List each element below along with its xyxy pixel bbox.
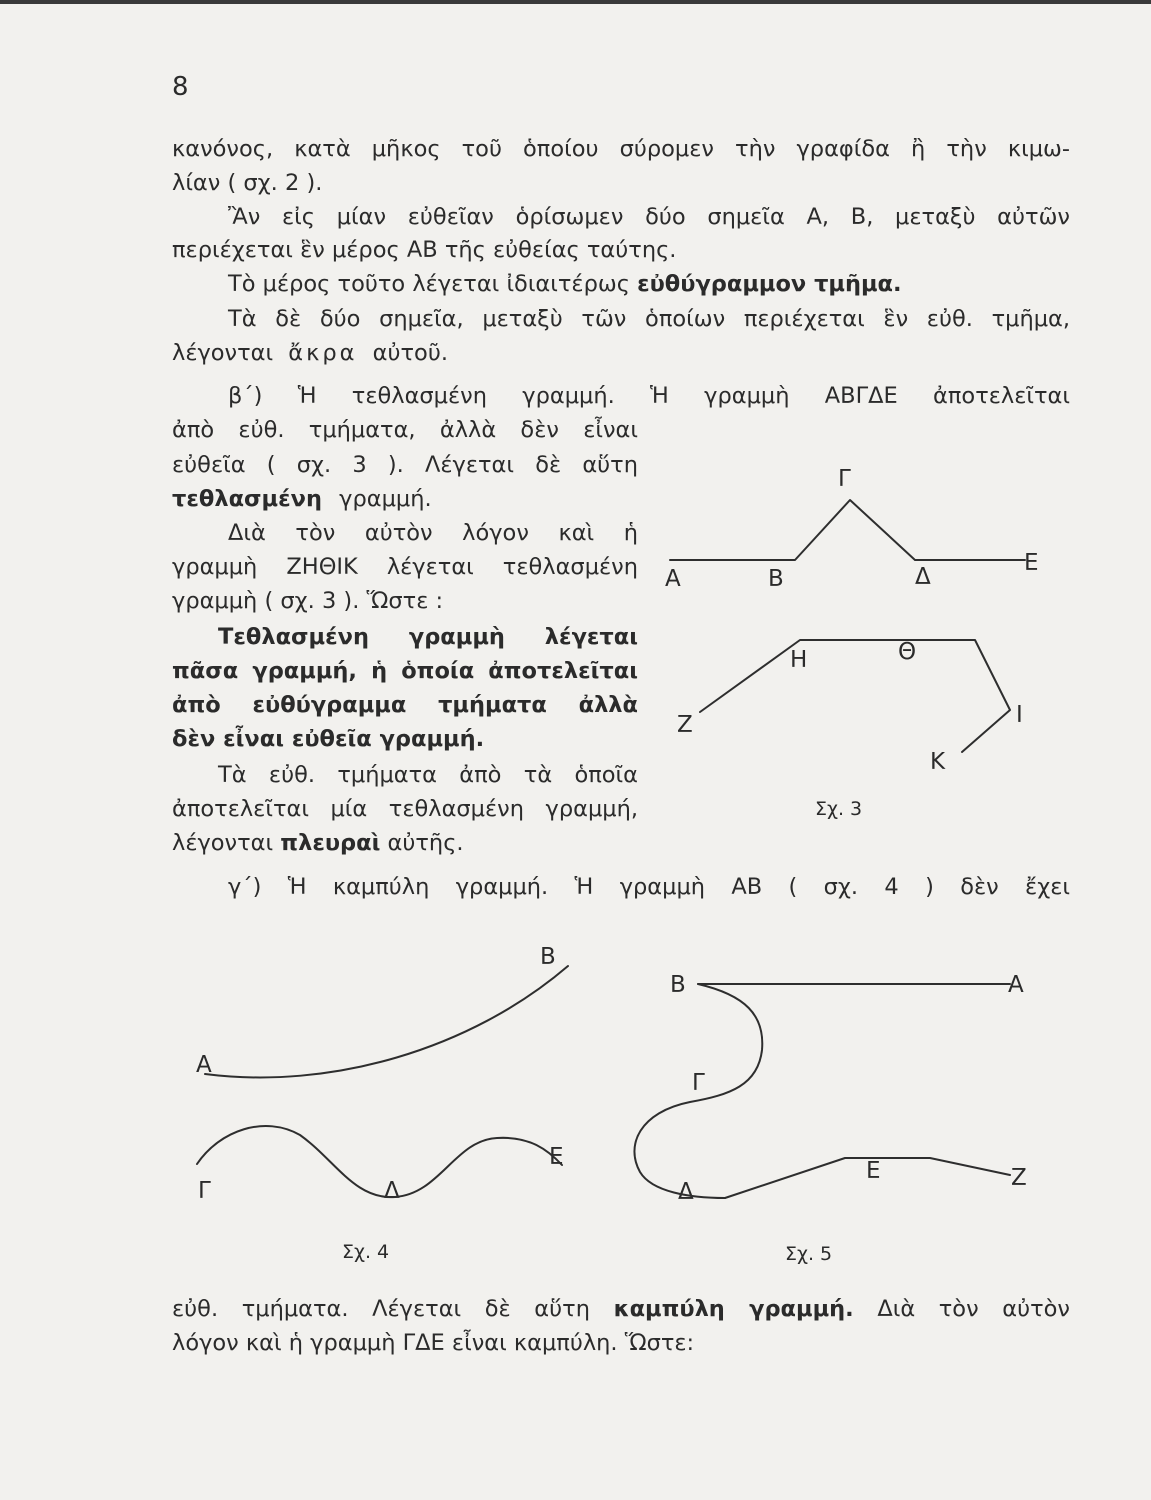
fig4-curve-ab (205, 966, 568, 1077)
fig3-label-beta: Β (768, 566, 784, 592)
fig3-label-epsilon: Ε (1024, 550, 1039, 576)
text-segment: Τὸ μέρος τοῦτο λέγεται ἰδιαιτέρως (228, 271, 630, 297)
fig3-label-alpha: Α (665, 566, 681, 592)
fig4-caption: Σχ. 4 (342, 1241, 390, 1263)
fig4-curve-gde (197, 1126, 562, 1197)
text-line: Τὰ εὐθ. τμήματα ἀπὸ τὰ ὁποῖα (218, 762, 638, 788)
term-broken-line: τεθλασμένη (172, 486, 322, 512)
fig5-label-zeta: Ζ (1011, 1165, 1027, 1191)
fig5-label-alpha: Α (1008, 972, 1024, 998)
text-line: γραμμὴ ( σχ. 3 ). Ὥστε : (172, 588, 444, 614)
text-segment: αὐτοῦ. (372, 340, 448, 366)
text-line: Διὰ τὸν αὐτὸν λόγον καὶ ἡ (228, 520, 638, 546)
text-segment: γραμμή. (339, 486, 432, 512)
fig3-label-kappa: Κ (930, 749, 946, 775)
fig4-label-gamma: Γ (198, 1178, 211, 1204)
text-line: λόγον καὶ ἡ γραμμὴ ΓΔΕ εἶναι καμπύλη. Ὥστε: (172, 1330, 695, 1356)
text-segment: αὐτῆς. (387, 830, 464, 856)
fig3-label-eta: Η (790, 647, 808, 673)
fig5-caption: Σχ. 5 (785, 1243, 833, 1265)
text-line: Ἂν εἰς μίαν εὐθεῖαν ὁρίσωμεν δύο σημεῖα Α, Β, μεταξὺ αὐτῶν (228, 204, 1070, 230)
section-heading-curve: γ΄) Ἡ καμπύλη γραμμή. Ἡ γραμμὴ ΑΒ ( σχ. 4 ) δὲν ἔχει (228, 874, 1070, 900)
fig4-label-alpha: Α (196, 1052, 212, 1078)
text-line (172, 1293, 1070, 1325)
text-line: ἀποτελεῖται μία τεθλασμένη γραμμή, (172, 796, 638, 822)
fig4-label-epsilon: Ε (549, 1144, 564, 1170)
fig3-label-zeta: Ζ (677, 712, 693, 738)
fig5-curve-bgd (634, 984, 762, 1198)
page-number: 8 (172, 72, 189, 102)
fig3-label-gamma: Γ (838, 466, 851, 492)
definition-line: ἀπὸ εὐθύγραμμα τμήματα ἀλλὰ (172, 692, 638, 718)
text-segment: λέγονται (172, 830, 274, 856)
term-straight-segment: εὐθύγραμμον τμῆμα. (637, 271, 902, 297)
fig3-label-theta: Θ (898, 639, 917, 665)
text-line: εὐθεῖα ( σχ. 3 ). Λέγεται δὲ αὕτη (172, 452, 638, 478)
text-line: κανόνος, κατὰ μῆκος τοῦ ὁποίου σύρομεν τὴν γραφίδα ἢ τὴν κιμω- (172, 136, 1070, 162)
text-segment: εὐθ. τμήματα. Λέγεται δὲ αὕτη (172, 1296, 590, 1322)
text-line: περιέχεται ἓν μέρος ΑΒ τῆς εὐθείας ταύτης. (172, 237, 677, 263)
term-curved-line: καμπύλη γραμμή. (613, 1296, 854, 1322)
fig5-broken-line-dez (725, 1158, 1010, 1198)
fig3-broken-line-abgde (670, 500, 1025, 560)
fig3-label-iota: Ι (1016, 702, 1023, 728)
text-segment: Διὰ τὸν αὐτὸν (877, 1296, 1070, 1322)
fig5-label-epsilon: Ε (866, 1158, 881, 1184)
term-endpoints: ἄκρα (288, 340, 358, 366)
text-segment: λέγονται (172, 340, 274, 366)
text-line: λίαν ( σχ. 2 ). (172, 170, 323, 196)
fig3-caption: Σχ. 3 (815, 798, 863, 820)
fig4-label-beta: Β (540, 944, 556, 970)
section-heading-broken-line: β΄) Ἡ τεθλασμένη γραμμή. Ἡ γραμμὴ ΑΒΓΔΕ ἀποτελεῖται (228, 383, 1070, 409)
definition-line: Τεθλασμένη γραμμὴ λέγεται (218, 624, 638, 650)
definition-line: πᾶσα γραμμή, ἡ ὁποία ἀποτελεῖται (172, 658, 638, 684)
fig5-label-delta: Δ (678, 1179, 694, 1205)
text-line: ἀπὸ εὐθ. τμήματα, ἀλλὰ δὲν εἶναι (172, 417, 638, 443)
fig5-label-gamma: Γ (692, 1070, 705, 1096)
text-line: γραμμὴ ΖΗΘΙΚ λέγεται τεθλασμένη (172, 554, 638, 580)
term-sides: πλευραὶ (280, 830, 381, 856)
fig5-label-beta: Β (670, 972, 686, 998)
fig4-label-delta: Δ (384, 1178, 400, 1204)
text-line: Τὰ δὲ δύο σημεῖα, μεταξὺ τῶν ὁποίων περιέχεται ἓν εὐθ. τμῆμα, (228, 306, 1070, 332)
fig3-label-delta: Δ (915, 564, 931, 590)
definition-line: δὲν εἶναι εὐθεῖα γραμμή. (172, 726, 485, 752)
fig3-broken-line-zhthik (700, 640, 1010, 752)
